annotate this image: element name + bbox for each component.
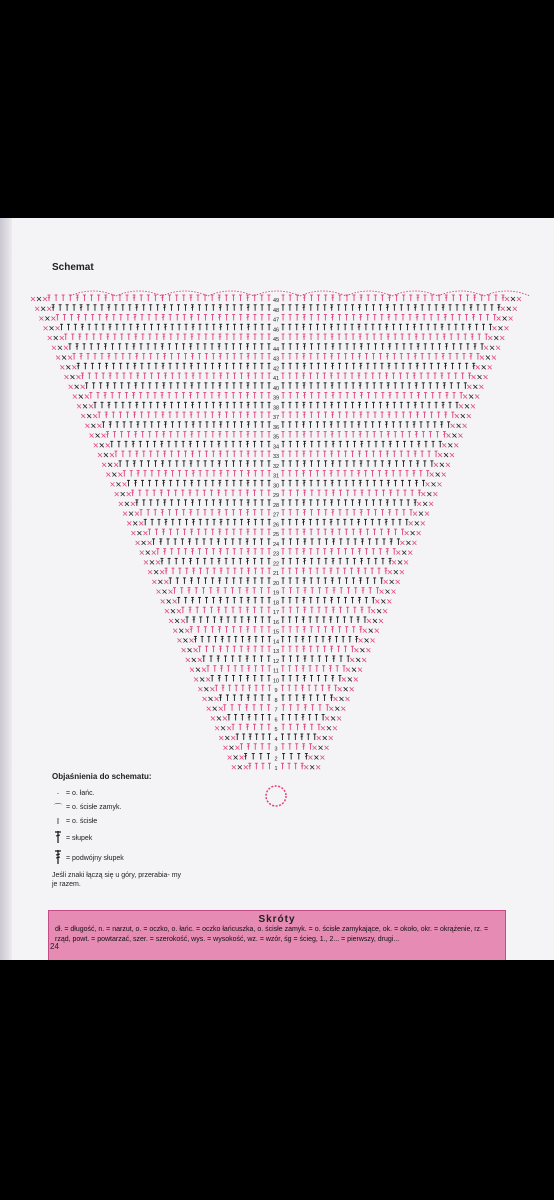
row-number-labels bbox=[273, 298, 279, 772]
legend-item-dc bbox=[52, 829, 182, 847]
row-number: 32 bbox=[272, 463, 280, 470]
row-number: 1 bbox=[274, 766, 278, 773]
row-number: 11 bbox=[273, 668, 279, 675]
row-number: 44 bbox=[272, 346, 280, 353]
legend-note: Jeśli znaki łączą się u góry, przerabia- my je razem. bbox=[52, 872, 182, 888]
row-number: 3 bbox=[274, 746, 278, 753]
row-number: 36 bbox=[272, 424, 280, 431]
row-number: 41 bbox=[272, 376, 280, 383]
legend bbox=[52, 772, 182, 889]
row-number: 21 bbox=[272, 571, 280, 578]
row-number: 25 bbox=[272, 532, 280, 539]
abbreviations-title: Skróty bbox=[258, 914, 296, 925]
page-title: Schemat bbox=[52, 262, 94, 273]
row-number: 23 bbox=[272, 551, 280, 558]
row-number: 30 bbox=[272, 483, 280, 490]
row-number: 5 bbox=[274, 727, 278, 734]
row-number: 34 bbox=[272, 444, 280, 451]
scanned-page bbox=[0, 218, 554, 960]
legend-item-sc bbox=[52, 815, 182, 827]
row-number: 33 bbox=[272, 454, 280, 461]
row-number: 4 bbox=[274, 736, 278, 743]
row-number: 6 bbox=[274, 717, 278, 724]
row-number: 10 bbox=[272, 678, 280, 685]
legend-text: = podwójny słupek bbox=[66, 854, 124, 862]
row-number: 26 bbox=[272, 522, 280, 529]
row-number: 2 bbox=[274, 756, 278, 763]
row-number: 24 bbox=[272, 541, 280, 548]
legend-title: Objaśnienia do schematu: bbox=[52, 772, 152, 781]
page-number: 24 bbox=[50, 942, 59, 951]
row-number: 28 bbox=[272, 502, 280, 509]
row-number: 20 bbox=[272, 580, 280, 587]
legend-item-tr bbox=[52, 849, 182, 867]
legend-text: = o. ścisłe zamyk. bbox=[66, 803, 122, 811]
row-number: 14 bbox=[272, 639, 280, 646]
diagram-rows bbox=[31, 291, 530, 806]
row-number: 27 bbox=[272, 512, 280, 519]
dc-icon bbox=[52, 830, 64, 846]
row-number: 39 bbox=[272, 395, 280, 402]
row-number: 35 bbox=[272, 434, 280, 441]
row-number: 19 bbox=[272, 590, 280, 597]
legend-text: = słupek bbox=[66, 834, 93, 842]
row-number: 7 bbox=[274, 707, 278, 714]
row-number: 47 bbox=[272, 317, 280, 324]
bar-icon: I bbox=[56, 816, 60, 826]
row-number: 8 bbox=[274, 697, 278, 704]
dot-icon: · bbox=[56, 788, 60, 798]
row-number: 15 bbox=[272, 629, 280, 636]
legend-text: = o. ścisłe bbox=[66, 817, 98, 825]
row-number: 45 bbox=[272, 337, 280, 344]
row-number: 49 bbox=[272, 298, 280, 304]
row-number: 37 bbox=[272, 415, 280, 422]
abbreviations-text: dł. = długość, n. = narzut, o. = oczko, o. łańc. = oczko łańcuszka, o. ścisłe zamyk. = o. ścisłe zamykające, ok. = około, okr. = okrążenie, rz. = rząd, powt. = powtarzać, szer. = szerokość, wys. = wysokość, wz. = wzór, śg = ścieg, 1., 2... = pierwszy, drugi... bbox=[55, 926, 489, 943]
row-number: 12 bbox=[272, 658, 280, 665]
tr-icon bbox=[52, 849, 64, 867]
row-number: 46 bbox=[272, 327, 280, 334]
row-number: 43 bbox=[272, 356, 280, 363]
row-number: 16 bbox=[272, 619, 280, 626]
row-number: 48 bbox=[272, 307, 280, 314]
row-number: 9 bbox=[274, 688, 278, 695]
legend-item-chain bbox=[52, 787, 182, 799]
legend-text: = o. łańc. bbox=[66, 789, 95, 797]
abbreviations-box bbox=[48, 910, 506, 960]
row-number: 38 bbox=[272, 405, 280, 412]
arc-icon: ⌒ bbox=[54, 802, 62, 812]
row-number: 13 bbox=[272, 649, 280, 656]
row-number: 22 bbox=[272, 561, 280, 568]
row-number: 17 bbox=[272, 610, 280, 617]
row-number: 40 bbox=[272, 385, 280, 392]
row-number: 31 bbox=[272, 473, 280, 480]
row-number: 42 bbox=[272, 366, 280, 373]
legend-item-slip bbox=[52, 801, 182, 813]
row-number: 29 bbox=[272, 493, 280, 500]
row-number: 18 bbox=[272, 600, 280, 607]
